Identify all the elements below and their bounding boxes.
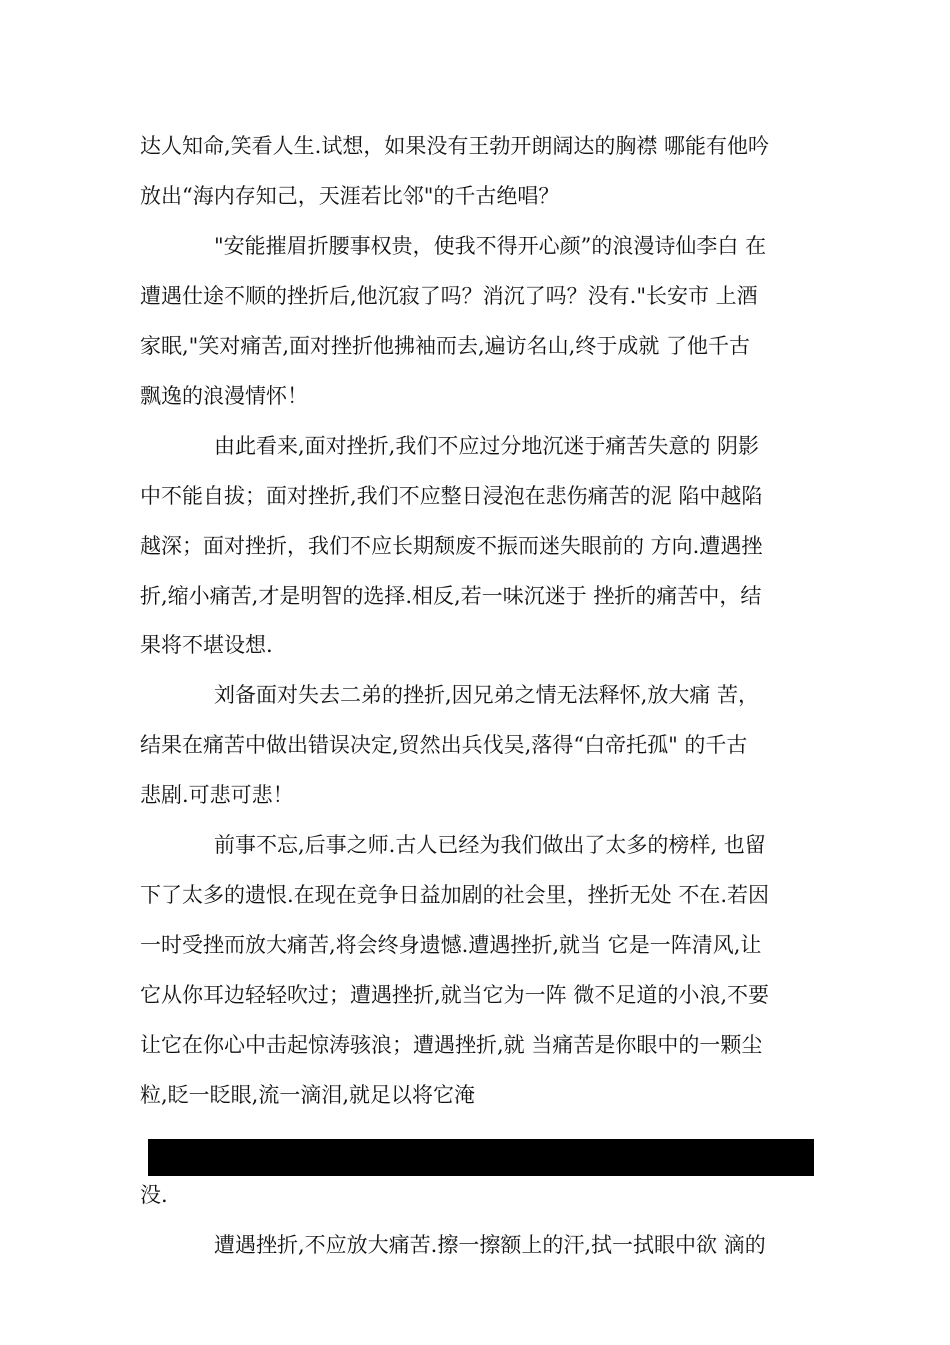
- text-line: 它从你耳边轻轻吹过；遭遇挫折,就当它为一阵 微不足道的小浪,不要: [140, 983, 770, 1007]
- text-line: 折,缩小痛苦,才是明智的选择.相反,若一味沉迷于 挫折的痛苦中，结: [140, 584, 762, 608]
- text-line: 刘备面对失去二弟的挫折,因兄弟之情无法释怀,放大痛 苦，: [214, 683, 760, 707]
- text-line: 由此看来,面对挫折,我们不应过分地沉迷于痛苦失意的 阴影: [214, 434, 760, 458]
- text-line: 越深；面对挫折，我们不应长期颓废不振而迷失眼前的 方向.遭遇挫: [140, 534, 763, 558]
- text-line: 遭遇挫折,不应放大痛苦.擦一擦额上的汗,拭一拭眼中欲 滴的: [214, 1233, 766, 1257]
- redaction-bar: [148, 1139, 814, 1176]
- text-line: 家眠,"笑对痛苦,面对挫折他拂袖而去,遍访名山,终于成就 了他千古: [140, 334, 751, 358]
- text-line: 让它在你心中击起惊涛骇浪；遭遇挫折,就 当痛苦是你眼中的一颗尘: [140, 1033, 763, 1057]
- text-line: 粒,眨一眨眼,流一滴泪,就足以将它淹: [140, 1083, 476, 1107]
- text-line: 下了太多的遗恨.在现在竞争日益加剧的社会里，挫折无处 不在.若因: [140, 883, 770, 907]
- text-line: 果将不堪设想.: [140, 633, 273, 657]
- text-line: 飘逸的浪漫情怀！: [140, 384, 308, 408]
- text-line: 悲剧.可悲可悲！: [140, 783, 294, 807]
- text-line: 放出“海内存知己，天涯若比邻"的千古绝唱？: [140, 184, 560, 208]
- text-line: 中不能自拔；面对挫折,我们不应整日浸泡在悲伤痛苦的泥 陷中越陷: [140, 484, 763, 508]
- text-line: 遭遇仕途不顺的挫折后,他沉寂了吗？消沉了吗？没有."长安市 上酒: [140, 284, 758, 308]
- text-line: 没.: [140, 1183, 168, 1207]
- text-line: "安能摧眉折腰事权贵，使我不得开心颜”的浪漫诗仙李白 在: [214, 234, 767, 258]
- text-line: 一时受挫而放大痛苦,将会终身遗憾.遭遇挫折,就当 它是一阵清风,让: [140, 933, 762, 957]
- text-line: 达人知命,笑看人生.试想，如果没有王勃开朗阔达的胸襟 哪能有他吟: [140, 134, 770, 158]
- text-line: 前事不忘,后事之师.古人已经为我们做出了太多的榜样, 也留: [214, 833, 766, 857]
- text-line: 结果在痛苦中做出错误决定,贸然出兵伐吴,落得“白帝托孤" 的千古: [140, 733, 748, 757]
